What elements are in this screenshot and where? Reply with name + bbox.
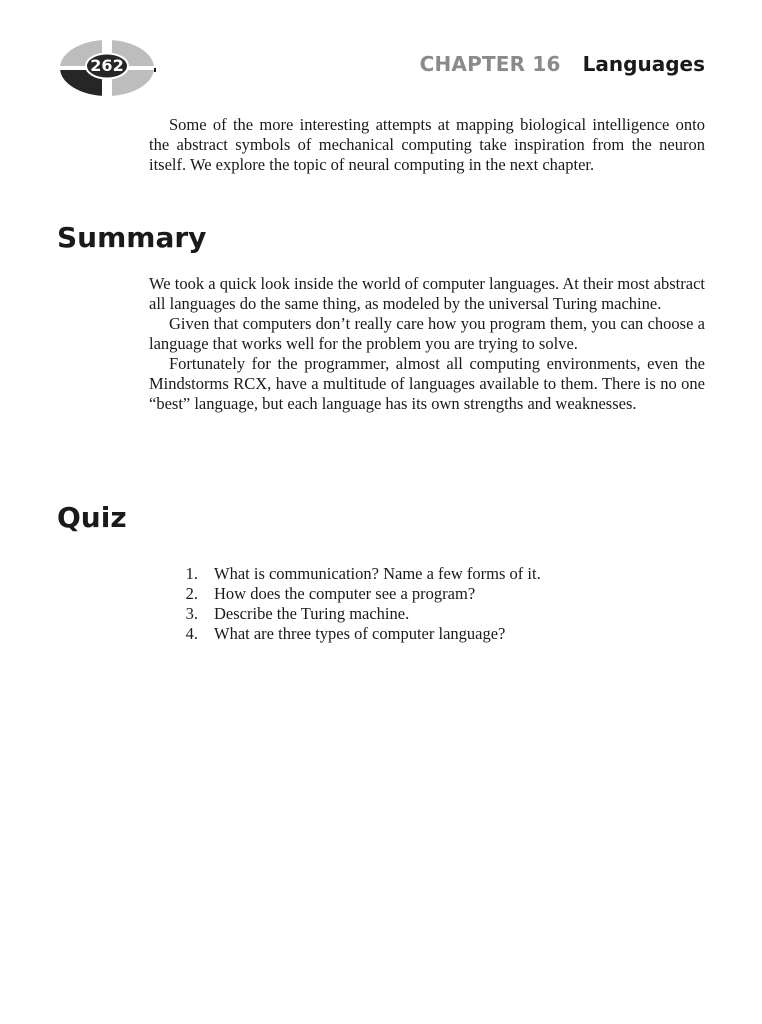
intro-paragraph: Some of the more interesting attempts at mapping biological intelligence onto the abstract symbols of mechanical computing take inspiration from the neuron itself. We explore the topic of neural computing in the next chapter. [149, 115, 705, 174]
intro-block [149, 115, 705, 175]
quiz-question [149, 584, 705, 604]
quiz-question [149, 604, 705, 624]
summary-heading: Summary [57, 221, 207, 254]
quiz-question-number: 2. [185, 584, 198, 603]
quiz-question [149, 624, 705, 644]
summary-paragraph-1: We took a quick look inside the world of computer languages. At their most abstract all languages do the same thing, as modeled by the universal Turing machine. [149, 274, 705, 313]
summary-block [149, 274, 705, 414]
quiz-question-text: Describe the Turing machine. [214, 604, 410, 623]
quiz-question-number: 3. [185, 604, 198, 623]
quiz-question-number: 1. [185, 564, 198, 583]
quiz-list [149, 564, 705, 644]
chapter-label: CHAPTER 16 [419, 52, 561, 76]
summary-paragraph-2: Given that computers don’t really care how you program them, you can choose a language that works well for the problem you are trying to solve. [149, 314, 705, 353]
summary-paragraph-3: Fortunately for the programmer, almost all computing environments, even the Mindstorms RCX, have a multitude of languages available to them. There is no one “best” language, but each language has its own strengths and weaknesses. [149, 354, 705, 413]
quiz-question-text: What are three types of computer language? [214, 624, 506, 643]
quiz-question-text: What is communication? Name a few forms of it. [214, 564, 541, 583]
quiz-heading: Quiz [57, 501, 127, 534]
quiz-question [149, 564, 705, 584]
running-head [420, 52, 705, 76]
chapter-title: Languages [582, 52, 705, 76]
page-number: 262 [90, 56, 124, 75]
quiz-question-number: 4. [185, 624, 198, 643]
quiz-question-text: How does the computer see a program? [214, 584, 476, 603]
